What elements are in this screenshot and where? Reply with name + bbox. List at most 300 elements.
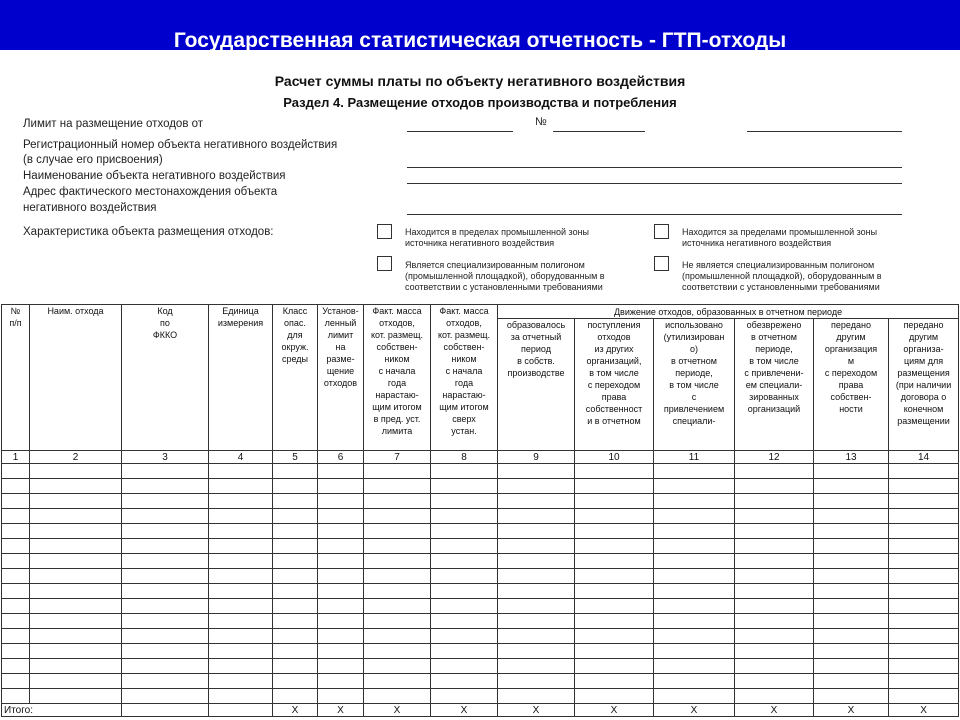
table-cell[interactable] xyxy=(273,599,318,614)
checkbox-outside-industrial-zone[interactable] xyxy=(654,224,669,239)
table-cell[interactable] xyxy=(209,674,273,689)
table-cell[interactable] xyxy=(575,494,654,509)
table-cell[interactable] xyxy=(814,689,889,704)
table-cell[interactable] xyxy=(889,659,959,674)
table-cell[interactable] xyxy=(30,689,122,704)
table-cell[interactable] xyxy=(30,509,122,524)
column-number: 5 xyxy=(273,451,318,464)
table-row xyxy=(2,584,959,599)
table-cell[interactable] xyxy=(209,689,273,704)
table-cell[interactable] xyxy=(431,689,498,704)
table-cell[interactable] xyxy=(654,584,735,599)
table-cell[interactable] xyxy=(814,569,889,584)
table-cell[interactable] xyxy=(498,599,575,614)
table-row xyxy=(2,509,959,524)
table-cell[interactable] xyxy=(575,659,654,674)
table-cell[interactable] xyxy=(273,659,318,674)
address-label: Адрес фактического местонахождения объекта xyxy=(23,186,278,198)
table-cell[interactable] xyxy=(2,629,30,644)
table-cell[interactable] xyxy=(575,629,654,644)
table-cell[interactable] xyxy=(814,494,889,509)
table-cell[interactable] xyxy=(30,524,122,539)
column-header: Наим. отхода xyxy=(30,305,122,451)
column-header: поступления отходов из других организаций, в том числе с переходом права собственност и в отчетном xyxy=(575,319,654,451)
table-cell[interactable] xyxy=(30,569,122,584)
table-cell[interactable] xyxy=(318,674,364,689)
column-header: Факт. масса отходов, кот. размещ. собствен- ником с начала года нарастаю- щим итогом сверх устан. xyxy=(431,305,498,451)
form-title: Расчет суммы платы по объекту негативного воздействия xyxy=(274,73,686,89)
table-cell[interactable] xyxy=(273,494,318,509)
table-cell[interactable] xyxy=(431,629,498,644)
table-cell[interactable] xyxy=(318,494,364,509)
table-cell[interactable] xyxy=(498,539,575,554)
table-cell[interactable] xyxy=(498,689,575,704)
column-header: Установ- ленный лимит на разме- щение отходов xyxy=(318,305,364,451)
total-cell: X xyxy=(735,704,814,717)
table-row xyxy=(2,539,959,554)
table-cell[interactable] xyxy=(273,674,318,689)
form-section: Раздел 4. Размещение отходов производства и потребления xyxy=(283,95,677,110)
table-cell[interactable] xyxy=(122,584,209,599)
table-cell[interactable] xyxy=(318,689,364,704)
table-cell[interactable] xyxy=(735,644,814,659)
table-cell[interactable] xyxy=(318,569,364,584)
table-cell[interactable] xyxy=(498,674,575,689)
option-inside-industrial-zone: Находится в пределах промышленной зоны источника негативного воздействия xyxy=(405,227,590,248)
table-cell[interactable] xyxy=(364,479,431,494)
table-row xyxy=(2,554,959,569)
table-cell[interactable] xyxy=(889,599,959,614)
table-cell[interactable] xyxy=(431,539,498,554)
table-cell[interactable] xyxy=(364,584,431,599)
table-cell[interactable] xyxy=(654,479,735,494)
table-cell[interactable] xyxy=(318,524,364,539)
option-not-specialized-landfill: Не является специализированным полигоном (промышленной площадкой), оборудованным в соответствии с установленными требованиями xyxy=(682,260,882,292)
table-cell[interactable] xyxy=(122,629,209,644)
column-header: Факт. масса отходов, кот. размещ. собствен- ником с начала года нарастаю- щим итогом в пред. уст. лимита xyxy=(364,305,431,451)
total-cell: X xyxy=(575,704,654,717)
table-cell[interactable] xyxy=(364,614,431,629)
table-cell[interactable] xyxy=(575,554,654,569)
column-number: 8 xyxy=(431,451,498,464)
table-row xyxy=(2,659,959,674)
table-cell[interactable] xyxy=(575,479,654,494)
table-cell[interactable] xyxy=(122,644,209,659)
table-cell[interactable] xyxy=(575,584,654,599)
table-cell[interactable] xyxy=(735,464,814,479)
table-cell[interactable] xyxy=(735,554,814,569)
table-cell[interactable] xyxy=(814,539,889,554)
column-number: 7 xyxy=(364,451,431,464)
table-cell[interactable] xyxy=(209,494,273,509)
table-cell[interactable] xyxy=(735,509,814,524)
table-cell[interactable] xyxy=(431,614,498,629)
total-row xyxy=(2,704,959,717)
table-row xyxy=(2,629,959,644)
table-cell[interactable] xyxy=(498,524,575,539)
table-cell[interactable] xyxy=(575,464,654,479)
table-cell[interactable] xyxy=(654,464,735,479)
table-row xyxy=(2,644,959,659)
table-cell[interactable] xyxy=(889,629,959,644)
table-cell[interactable] xyxy=(318,659,364,674)
column-number: 12 xyxy=(735,451,814,464)
column-number: 13 xyxy=(814,451,889,464)
table-cell[interactable] xyxy=(2,569,30,584)
table-cell[interactable] xyxy=(209,539,273,554)
table-cell[interactable] xyxy=(209,599,273,614)
table-cell[interactable] xyxy=(364,644,431,659)
table-cell[interactable] xyxy=(654,644,735,659)
column-header: передано другим организация м с переходом права собствен- ности xyxy=(814,319,889,451)
total-cell: X xyxy=(273,704,318,717)
table-cell[interactable] xyxy=(2,554,30,569)
table-cell[interactable] xyxy=(889,539,959,554)
table-cell[interactable] xyxy=(318,479,364,494)
table-row xyxy=(2,614,959,629)
table-cell[interactable] xyxy=(364,674,431,689)
table-row xyxy=(2,479,959,494)
table-cell[interactable] xyxy=(364,539,431,554)
table-cell[interactable] xyxy=(431,644,498,659)
table-cell[interactable] xyxy=(735,614,814,629)
table-cell[interactable] xyxy=(498,614,575,629)
table-cell[interactable] xyxy=(30,464,122,479)
table-cell[interactable] xyxy=(318,614,364,629)
table-cell[interactable] xyxy=(209,554,273,569)
table-cell[interactable] xyxy=(122,509,209,524)
table-cell[interactable] xyxy=(498,584,575,599)
table-cell[interactable] xyxy=(30,554,122,569)
table-cell[interactable] xyxy=(273,689,318,704)
table-cell[interactable] xyxy=(814,629,889,644)
table-cell[interactable] xyxy=(2,689,30,704)
table-cell[interactable] xyxy=(209,569,273,584)
table-cell[interactable] xyxy=(735,584,814,599)
table-cell[interactable] xyxy=(364,509,431,524)
table-cell[interactable] xyxy=(2,584,30,599)
total-cell: X xyxy=(318,704,364,717)
column-number: 2 xyxy=(30,451,122,464)
option-specialized-landfill: Является специализированным полигоном (промышленной площадкой), оборудованным в соответствии с установленными требованиями xyxy=(405,260,605,292)
table-cell[interactable] xyxy=(273,479,318,494)
table-cell[interactable] xyxy=(122,659,209,674)
table-cell[interactable] xyxy=(2,644,30,659)
table-cell[interactable] xyxy=(364,629,431,644)
table-cell[interactable] xyxy=(209,479,273,494)
table-cell[interactable] xyxy=(654,494,735,509)
table-cell[interactable] xyxy=(318,599,364,614)
table-cell[interactable] xyxy=(654,629,735,644)
table-cell[interactable] xyxy=(654,599,735,614)
table-cell[interactable] xyxy=(814,674,889,689)
table-cell[interactable] xyxy=(122,689,209,704)
table-cell[interactable] xyxy=(30,659,122,674)
checkbox-not-specialized-landfill[interactable] xyxy=(654,256,669,271)
page-title: Государственная статистическая отчетность - ГТП-отходы xyxy=(173,29,787,52)
table-cell[interactable] xyxy=(735,689,814,704)
table-cell[interactable] xyxy=(889,524,959,539)
table-cell[interactable] xyxy=(735,524,814,539)
column-number: 14 xyxy=(889,451,959,464)
table-cell[interactable] xyxy=(431,509,498,524)
table-cell[interactable] xyxy=(30,584,122,599)
table-cell[interactable] xyxy=(273,629,318,644)
table-cell[interactable] xyxy=(498,479,575,494)
table-row xyxy=(2,569,959,584)
table-cell[interactable] xyxy=(889,614,959,629)
table-cell[interactable] xyxy=(575,539,654,554)
table-cell[interactable] xyxy=(122,674,209,689)
table-row xyxy=(2,464,959,479)
table-cell[interactable] xyxy=(814,524,889,539)
table-cell[interactable] xyxy=(575,614,654,629)
table-cell[interactable] xyxy=(364,524,431,539)
table-cell[interactable] xyxy=(209,629,273,644)
table-cell[interactable] xyxy=(364,599,431,614)
group-header-movement: Движение отходов, образованных в отчетном периоде xyxy=(498,305,959,319)
table-row xyxy=(2,494,959,509)
column-number: 4 xyxy=(209,451,273,464)
reg-number-line[interactable] xyxy=(407,167,902,168)
total-cell: X xyxy=(364,704,431,717)
table-cell[interactable] xyxy=(735,629,814,644)
table-cell[interactable] xyxy=(273,584,318,599)
table-cell[interactable] xyxy=(30,629,122,644)
table-cell[interactable] xyxy=(498,494,575,509)
number-sign: № xyxy=(535,116,547,128)
table-cell[interactable] xyxy=(2,659,30,674)
table-cell[interactable] xyxy=(889,584,959,599)
header-bar xyxy=(0,0,960,50)
table-cell[interactable] xyxy=(122,614,209,629)
table-cell[interactable] xyxy=(431,554,498,569)
table-cell[interactable] xyxy=(122,599,209,614)
table-cell[interactable] xyxy=(889,464,959,479)
total-cell: X xyxy=(654,704,735,717)
table-cell[interactable] xyxy=(2,614,30,629)
table-cell[interactable] xyxy=(431,524,498,539)
total-cell: X xyxy=(814,704,889,717)
table-cell[interactable] xyxy=(30,494,122,509)
table-cell[interactable] xyxy=(364,569,431,584)
total-label: Итого: xyxy=(2,704,122,717)
table-cell[interactable] xyxy=(735,569,814,584)
table-row xyxy=(2,524,959,539)
table-cell[interactable] xyxy=(318,464,364,479)
table-cell[interactable] xyxy=(575,524,654,539)
table-cell[interactable] xyxy=(30,599,122,614)
table-cell[interactable] xyxy=(209,584,273,599)
table-cell[interactable] xyxy=(814,464,889,479)
column-header: использовано (утилизирован о) в отчетном периоде, в том числе с привлечением специали- xyxy=(654,319,735,451)
object-name-line[interactable] xyxy=(407,183,902,184)
table-cell[interactable] xyxy=(209,659,273,674)
limit-extra-line[interactable] xyxy=(747,131,902,132)
table-cell[interactable] xyxy=(431,464,498,479)
checkbox-inside-industrial-zone[interactable] xyxy=(377,224,392,239)
table-cell[interactable] xyxy=(575,509,654,524)
table-cell[interactable] xyxy=(575,569,654,584)
table-cell[interactable] xyxy=(498,569,575,584)
table-cell[interactable] xyxy=(122,554,209,569)
table-cell[interactable] xyxy=(2,479,30,494)
table-cell[interactable] xyxy=(814,509,889,524)
table-cell[interactable] xyxy=(318,554,364,569)
table-cell[interactable] xyxy=(30,644,122,659)
table-cell[interactable] xyxy=(575,674,654,689)
table-cell[interactable] xyxy=(30,479,122,494)
table-cell[interactable] xyxy=(273,644,318,659)
table-cell[interactable] xyxy=(273,569,318,584)
column-header: № п/п xyxy=(2,305,30,451)
table-cell[interactable] xyxy=(318,584,364,599)
table-cell[interactable] xyxy=(814,659,889,674)
table-cell[interactable] xyxy=(654,659,735,674)
table-cell[interactable] xyxy=(498,629,575,644)
table-cell[interactable] xyxy=(122,539,209,554)
table-cell[interactable] xyxy=(2,464,30,479)
table-cell[interactable] xyxy=(889,479,959,494)
table-cell[interactable] xyxy=(431,479,498,494)
waste-table xyxy=(1,304,959,717)
column-header: обезврежено в отчетном периоде, в том числе с привлечени- ем специали- зированных организаций xyxy=(735,319,814,451)
table-cell[interactable] xyxy=(273,554,318,569)
table-cell[interactable] xyxy=(814,554,889,569)
table-cell[interactable] xyxy=(889,569,959,584)
table-cell[interactable] xyxy=(654,689,735,704)
table-cell[interactable] xyxy=(364,464,431,479)
checkbox-specialized-landfill[interactable] xyxy=(377,256,392,271)
table-cell[interactable] xyxy=(431,599,498,614)
table-cell[interactable] xyxy=(735,659,814,674)
table-cell[interactable] xyxy=(814,644,889,659)
table-cell[interactable] xyxy=(654,614,735,629)
table-cell[interactable] xyxy=(498,554,575,569)
table-cell[interactable] xyxy=(209,614,273,629)
table-cell[interactable] xyxy=(209,644,273,659)
table-cell[interactable] xyxy=(498,644,575,659)
table-cell[interactable] xyxy=(654,539,735,554)
table-cell[interactable] xyxy=(735,494,814,509)
table-cell[interactable] xyxy=(364,494,431,509)
table-cell[interactable] xyxy=(364,554,431,569)
table-cell[interactable] xyxy=(814,479,889,494)
table-cell[interactable] xyxy=(209,524,273,539)
table-cell[interactable] xyxy=(814,614,889,629)
object-name-label: Наименование объекта негативного воздействия xyxy=(23,170,286,182)
table-cell[interactable] xyxy=(431,494,498,509)
table-cell[interactable] xyxy=(814,584,889,599)
table-cell[interactable] xyxy=(2,599,30,614)
table-cell[interactable] xyxy=(814,599,889,614)
table-cell[interactable] xyxy=(364,689,431,704)
table-cell[interactable] xyxy=(735,599,814,614)
limit-label: Лимит на размещение отходов от xyxy=(23,118,204,130)
table-cell[interactable] xyxy=(273,614,318,629)
table-cell[interactable] xyxy=(431,584,498,599)
limit-date-line[interactable] xyxy=(407,131,513,132)
column-numbers-row xyxy=(2,451,959,464)
table-cell[interactable] xyxy=(431,659,498,674)
total-cell xyxy=(209,704,273,717)
table-cell[interactable] xyxy=(575,689,654,704)
table-cell[interactable] xyxy=(318,644,364,659)
limit-number-line[interactable] xyxy=(553,131,645,132)
table-cell[interactable] xyxy=(122,524,209,539)
table-cell[interactable] xyxy=(364,659,431,674)
table-cell[interactable] xyxy=(273,539,318,554)
column-number: 10 xyxy=(575,451,654,464)
table-cell[interactable] xyxy=(122,494,209,509)
column-header: образовалось за отчетный период в собств. производстве xyxy=(498,319,575,451)
reg-number-note: (в случае его присвоения) xyxy=(23,154,163,166)
characteristic-label: Характеристика объекта размещения отходов: xyxy=(23,226,274,238)
table-cell[interactable] xyxy=(30,674,122,689)
table-cell[interactable] xyxy=(318,509,364,524)
table-cell[interactable] xyxy=(2,674,30,689)
table-row xyxy=(2,599,959,614)
table-cell[interactable] xyxy=(30,614,122,629)
table-cell[interactable] xyxy=(318,539,364,554)
table-cell[interactable] xyxy=(2,509,30,524)
table-cell[interactable] xyxy=(735,539,814,554)
table-cell[interactable] xyxy=(122,464,209,479)
table-cell[interactable] xyxy=(654,524,735,539)
column-number: 3 xyxy=(122,451,209,464)
table-cell[interactable] xyxy=(889,509,959,524)
table-cell[interactable] xyxy=(498,659,575,674)
table-cell[interactable] xyxy=(2,539,30,554)
table-cell[interactable] xyxy=(575,599,654,614)
column-number: 1 xyxy=(2,451,30,464)
table-cell[interactable] xyxy=(498,509,575,524)
table-cell[interactable] xyxy=(735,479,814,494)
table-cell[interactable] xyxy=(735,674,814,689)
table-cell[interactable] xyxy=(431,569,498,584)
table-cell[interactable] xyxy=(30,539,122,554)
table-cell[interactable] xyxy=(654,509,735,524)
table-cell[interactable] xyxy=(2,524,30,539)
address-label-2: негативного воздействия xyxy=(23,202,157,214)
table-cell[interactable] xyxy=(273,524,318,539)
total-cell: X xyxy=(431,704,498,717)
table-cell[interactable] xyxy=(209,509,273,524)
table-cell[interactable] xyxy=(654,674,735,689)
table-cell[interactable] xyxy=(654,569,735,584)
table-cell[interactable] xyxy=(498,464,575,479)
column-number: 6 xyxy=(318,451,364,464)
table-cell[interactable] xyxy=(209,464,273,479)
table-cell[interactable] xyxy=(889,554,959,569)
table-cell[interactable] xyxy=(654,554,735,569)
table-cell[interactable] xyxy=(889,689,959,704)
table-cell[interactable] xyxy=(889,644,959,659)
address-line[interactable] xyxy=(407,214,902,215)
table-cell[interactable] xyxy=(889,494,959,509)
table-cell[interactable] xyxy=(122,569,209,584)
table-cell[interactable] xyxy=(122,479,209,494)
table-cell[interactable] xyxy=(273,509,318,524)
table-cell[interactable] xyxy=(273,464,318,479)
table-cell[interactable] xyxy=(431,674,498,689)
table-cell[interactable] xyxy=(318,629,364,644)
table-cell[interactable] xyxy=(2,494,30,509)
table-cell[interactable] xyxy=(889,674,959,689)
table-cell[interactable] xyxy=(575,644,654,659)
table-row xyxy=(2,689,959,704)
column-header: Класс опас. для окруж. среды xyxy=(273,305,318,451)
